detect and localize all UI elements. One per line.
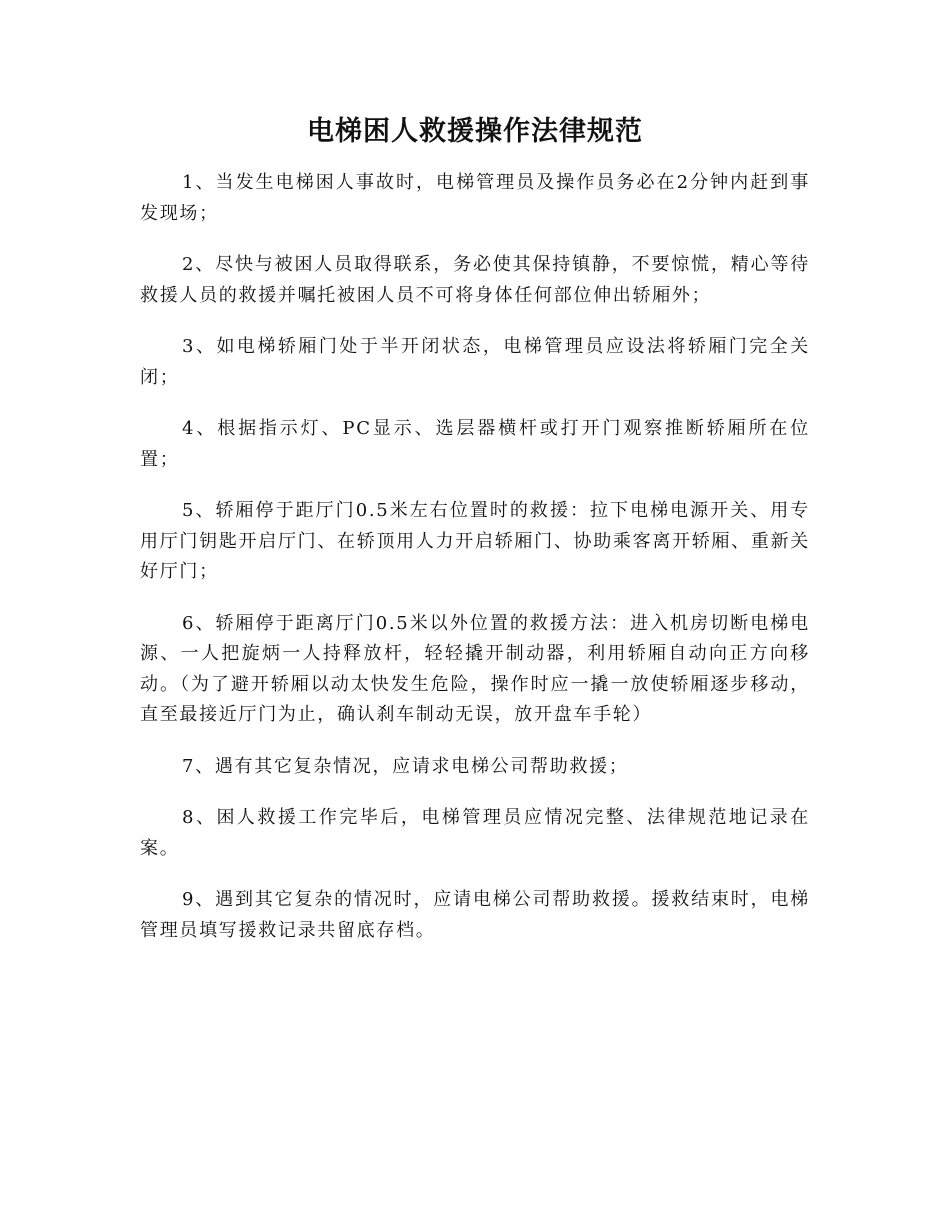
document-body <box>140 168 810 946</box>
paragraph-9: 9、遇到其它复杂的情况时，应请电梯公司帮助救援。援救结束时，电梯管理员填写援救记录共留底存档。 <box>140 889 810 941</box>
paragraph-5: 5、轿厢停于距厅门0.5米左右位置时的救援：拉下电梯电源开关、用专用厅门钥匙开启厅门、在轿顶用人力开启轿厢门、协助乘客离开轿厢、重新关好厅门； <box>140 500 810 582</box>
document-page <box>140 0 810 967</box>
paragraph-4: 4、根据指示灯、PC显示、选层器横杆或打开门观察推断轿厢所在位置； <box>140 418 810 470</box>
paragraph-8: 8、困人救援工作完毕后，电梯管理员应情况完整、法律规范地记录在案。 <box>140 807 810 859</box>
paragraph-6: 6、轿厢停于距离厅门0.5米以外位置的救援方法：进入机房切断电梯电源、一人把旋炳一人持释放杆，轻轻撬开制动器，利用轿厢自动向正方向移动。（为了避开轿厢以动太快发生危险，操作时应一撬一放使轿厢逐步移动，直至最接近厅门为止，确认刹车制动无误，放开盘车手轮） <box>140 612 810 725</box>
paragraph-7: 7、遇有其它复杂情况，应请求电梯公司帮助救援； <box>182 755 629 777</box>
paragraph-2: 2、尽快与被困人员取得联系，务必使其保持镇静，不要惊慌，精心等待救援人员的救援并嘱托被困人员不可将身体任何部位伸出轿厢外； <box>140 254 810 306</box>
paragraph-3: 3、如电梯轿厢门处于半开闭状态，电梯管理员应设法将轿厢门完全关闭； <box>140 336 810 388</box>
paragraph-1: 1、当发生电梯困人事故时，电梯管理员及操作员务必在2分钟内赶到事发现场； <box>140 172 810 224</box>
document-title: 电梯困人救援操作法律规范 <box>307 116 643 147</box>
